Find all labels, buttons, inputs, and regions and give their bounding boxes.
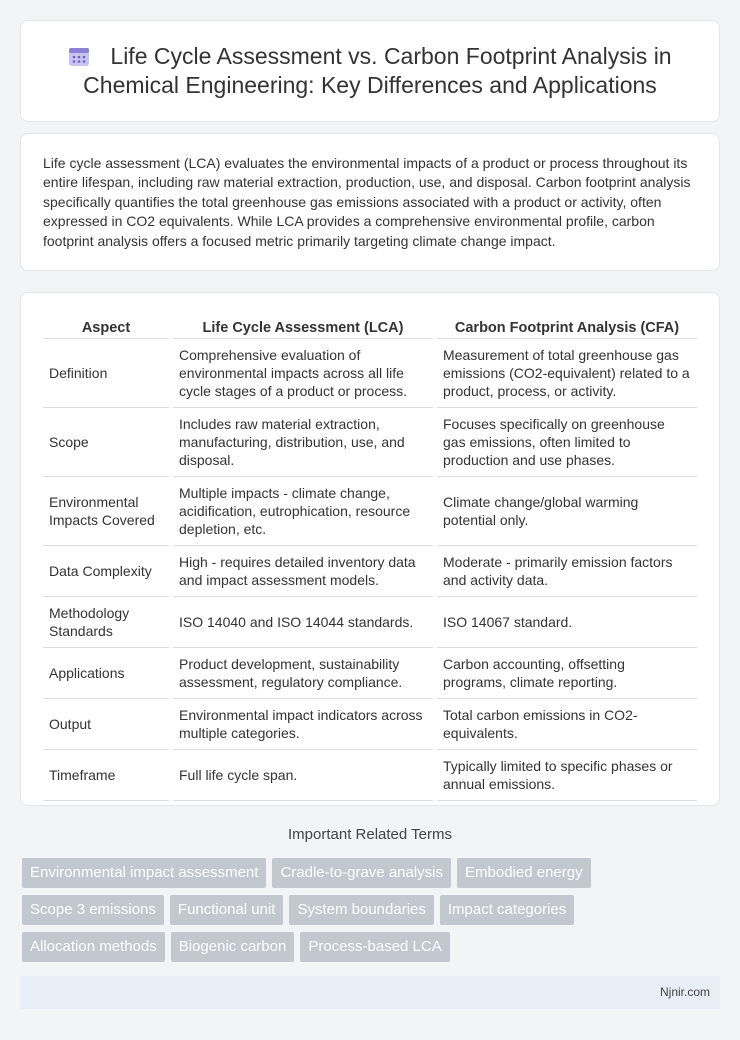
table-row <box>43 546 697 597</box>
tag-system-boundaries[interactable]: System boundaries <box>289 895 433 925</box>
related-terms-tags <box>22 858 722 962</box>
row-aspect: Scope <box>43 408 169 477</box>
table-row <box>43 339 697 408</box>
header-cfa: Carbon Footprint Analysis (CFA) <box>437 313 697 339</box>
table-row <box>43 408 697 477</box>
related-terms-title: Important Related Terms <box>288 826 452 843</box>
row-cfa: Measurement of total greenhouse gas emissions (CO2-equivalent) related to a product, process, or activity. <box>437 339 697 408</box>
table-row <box>43 597 697 648</box>
tag-impact-categories[interactable]: Impact categories <box>440 895 574 925</box>
header-lca: Life Cycle Assessment (LCA) <box>173 313 433 339</box>
page-title-text: Life Cycle Assessment vs. Carbon Footprint Analysis in Chemical Engineering: Key Differences and Applications <box>83 43 672 98</box>
header-aspect: Aspect <box>43 313 169 339</box>
row-cfa: Total carbon emissions in CO2-equivalents. <box>437 699 697 750</box>
comparison-table <box>39 313 701 801</box>
row-lca: Full life cycle span. <box>173 750 433 801</box>
row-lca: Comprehensive evaluation of environmental impacts across all life cycle stages of a product or process. <box>173 339 433 408</box>
comparison-card <box>20 292 720 806</box>
tag-embodied-energy[interactable]: Embodied energy <box>457 858 591 888</box>
row-aspect: Definition <box>43 339 169 408</box>
tag-environmental-impact-assessment[interactable]: Environmental impact assessment <box>22 858 266 888</box>
row-cfa: Typically limited to specific phases or annual emissions. <box>437 750 697 801</box>
row-aspect: Data Complexity <box>43 546 169 597</box>
title-card <box>20 20 720 122</box>
row-cfa: Focuses specifically on greenhouse gas emissions, often limited to production and use phases. <box>437 408 697 477</box>
row-aspect: Environmental Impacts Covered <box>43 477 169 546</box>
row-cfa: Climate change/global warming potential only. <box>437 477 697 546</box>
calendar-icon <box>68 45 90 67</box>
row-aspect: Methodology Standards <box>43 597 169 648</box>
tag-cradle-to-grave-analysis[interactable]: Cradle-to-grave analysis <box>272 858 451 888</box>
tag-scope-3-emissions[interactable]: Scope 3 emissions <box>22 895 164 925</box>
intro-paragraph: Life cycle assessment (LCA) evaluates the environmental impacts of a product or process throughout its entire lifespan, including raw material extraction, production, use, and disposal. Carbon footprint analysis specifically quantifies the total greenhouse gas emissions associated with a product or activity, often expressed in CO2 equivalents. While LCA provides a comprehensive environmental profile, carbon footprint analysis offers a focused metric primarily targeting climate change impact. <box>43 155 691 249</box>
row-aspect: Output <box>43 699 169 750</box>
table-row <box>43 477 697 546</box>
tag-functional-unit[interactable]: Functional unit <box>170 895 284 925</box>
footer-site-link[interactable]: Njnir.com <box>659 985 710 999</box>
row-lca: High - requires detailed inventory data and impact assessment models. <box>173 546 433 597</box>
table-row <box>43 750 697 801</box>
row-aspect: Applications <box>43 648 169 699</box>
table-row <box>43 699 697 750</box>
row-lca: Product development, sustainability assessment, regulatory compliance. <box>173 648 433 699</box>
row-aspect: Timeframe <box>43 750 169 801</box>
tag-allocation-methods[interactable]: Allocation methods <box>22 932 165 962</box>
intro-card <box>20 133 720 271</box>
row-lca: ISO 14040 and ISO 14044 standards. <box>173 597 433 648</box>
tag-process-based-lca[interactable]: Process-based LCA <box>300 932 449 962</box>
row-cfa: Moderate - primarily emission factors and activity data. <box>437 546 697 597</box>
page-title <box>45 42 695 100</box>
row-lca: Environmental impact indicators across multiple categories. <box>173 699 433 750</box>
table-header-row <box>43 313 697 339</box>
table-row <box>43 648 697 699</box>
footer <box>20 976 720 1009</box>
row-cfa: Carbon accounting, offsetting programs, climate reporting. <box>437 648 697 699</box>
tag-biogenic-carbon[interactable]: Biogenic carbon <box>171 932 295 962</box>
row-cfa: ISO 14067 standard. <box>437 597 697 648</box>
row-lca: Includes raw material extraction, manufacturing, distribution, use, and disposal. <box>173 408 433 477</box>
row-lca: Multiple impacts - climate change, acidification, eutrophication, resource depletion, etc. <box>173 477 433 546</box>
